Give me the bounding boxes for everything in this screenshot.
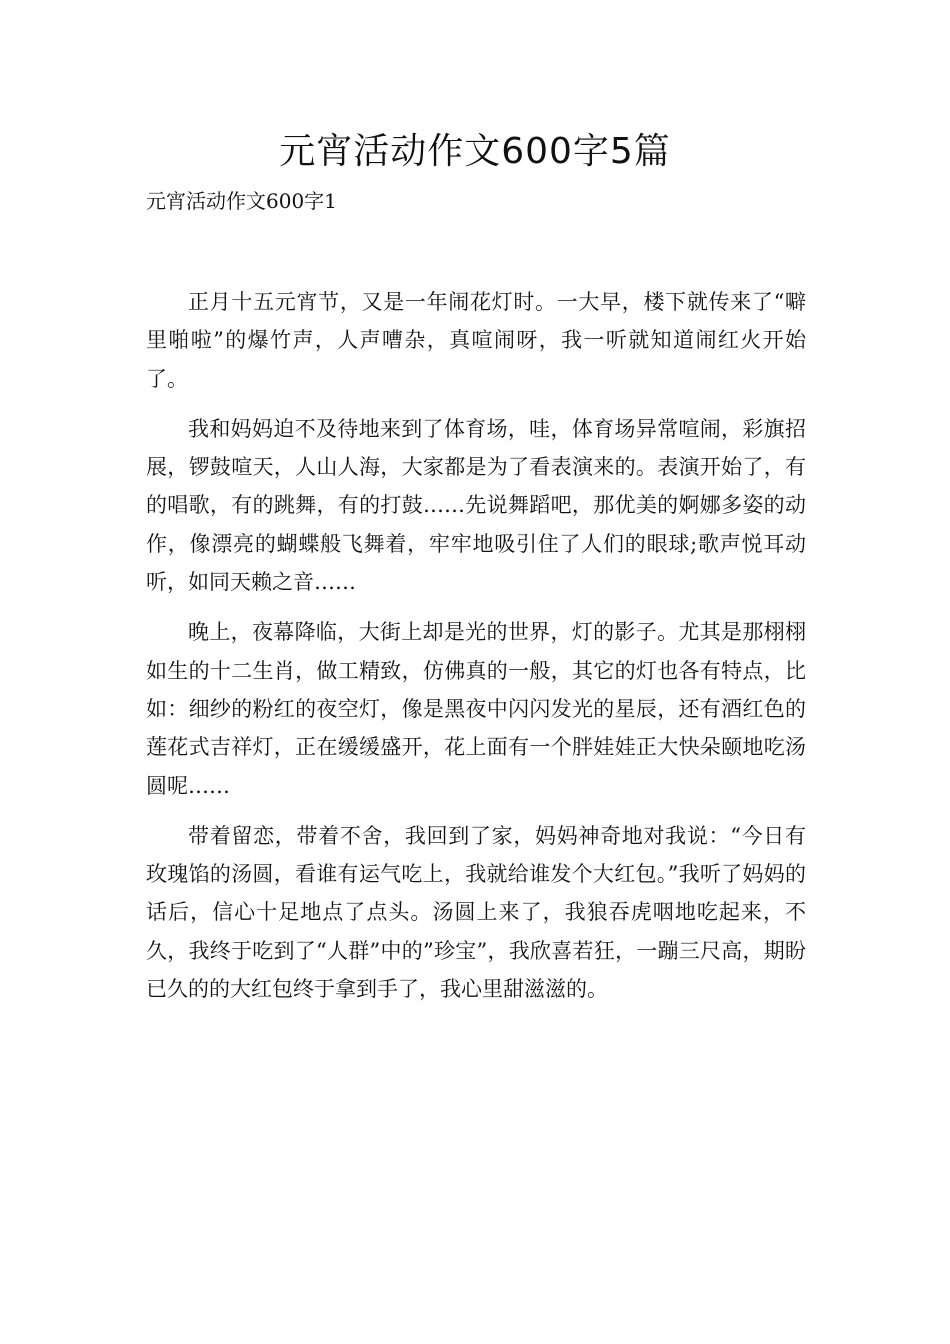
section-heading: 元宵活动作文600字1 (146, 189, 337, 213)
paragraph-3: 晚上，夜幕降临，大街上却是光的世界，灯的影子。尤其是那栩栩如生的十二生肖，做工精致，仿佛真的一般，其它的灯也各有特点，比如：细纱的粉红的夜空灯，像是黑夜中闪闪发光的星辰，还有酒红色的莲花式吉祥灯，正在缓缓盛开，花上面有一个胖娃娃正大快朵颐地吃汤圆呢…… (146, 620, 806, 798)
paragraph-2: 我和妈妈迫不及待地来到了体育场，哇，体育场异常喧闹，彩旗招展，锣鼓喧天，人山人海，大家都是为了看表演来的。表演开始了，有的唱歌，有的跳舞，有的打鼓……先说舞蹈吧，那优美的婀娜多姿的动作，像漂亮的蝴蝶般飞舞着，牢牢地吸引住了人们的眼球;歌声悦耳动听，如同天赖之音…… (146, 416, 806, 595)
paragraph-4: 带着留恋，带着不舍，我回到了家，妈妈神奇地对我说：“今日有玫瑰馅的汤圆，看谁有运气吃上，我就给谁发个大红包。”我听了妈妈的话后，信心十足地点了点头。汤圆上来了，我狼吞虎咽地吃起来，不久，我终于吃到了“人群”中的”珍宝”，我欣喜若狂，一蹦三尺高，期盼已久的的大红包终于拿到手了，我心里甜滋滋的。 (146, 823, 806, 1002)
paragraph-1: 正月十五元宵节，又是一年闹花灯时。一大早，楼下就传来了“噼里啪啦”的爆竹声，人声嘈杂，真喧闹呀，我一听就知道闹红火开始了。 (146, 290, 806, 391)
document-body (146, 283, 806, 1020)
document-title: 元宵活动作文600字5篇 (279, 131, 671, 172)
